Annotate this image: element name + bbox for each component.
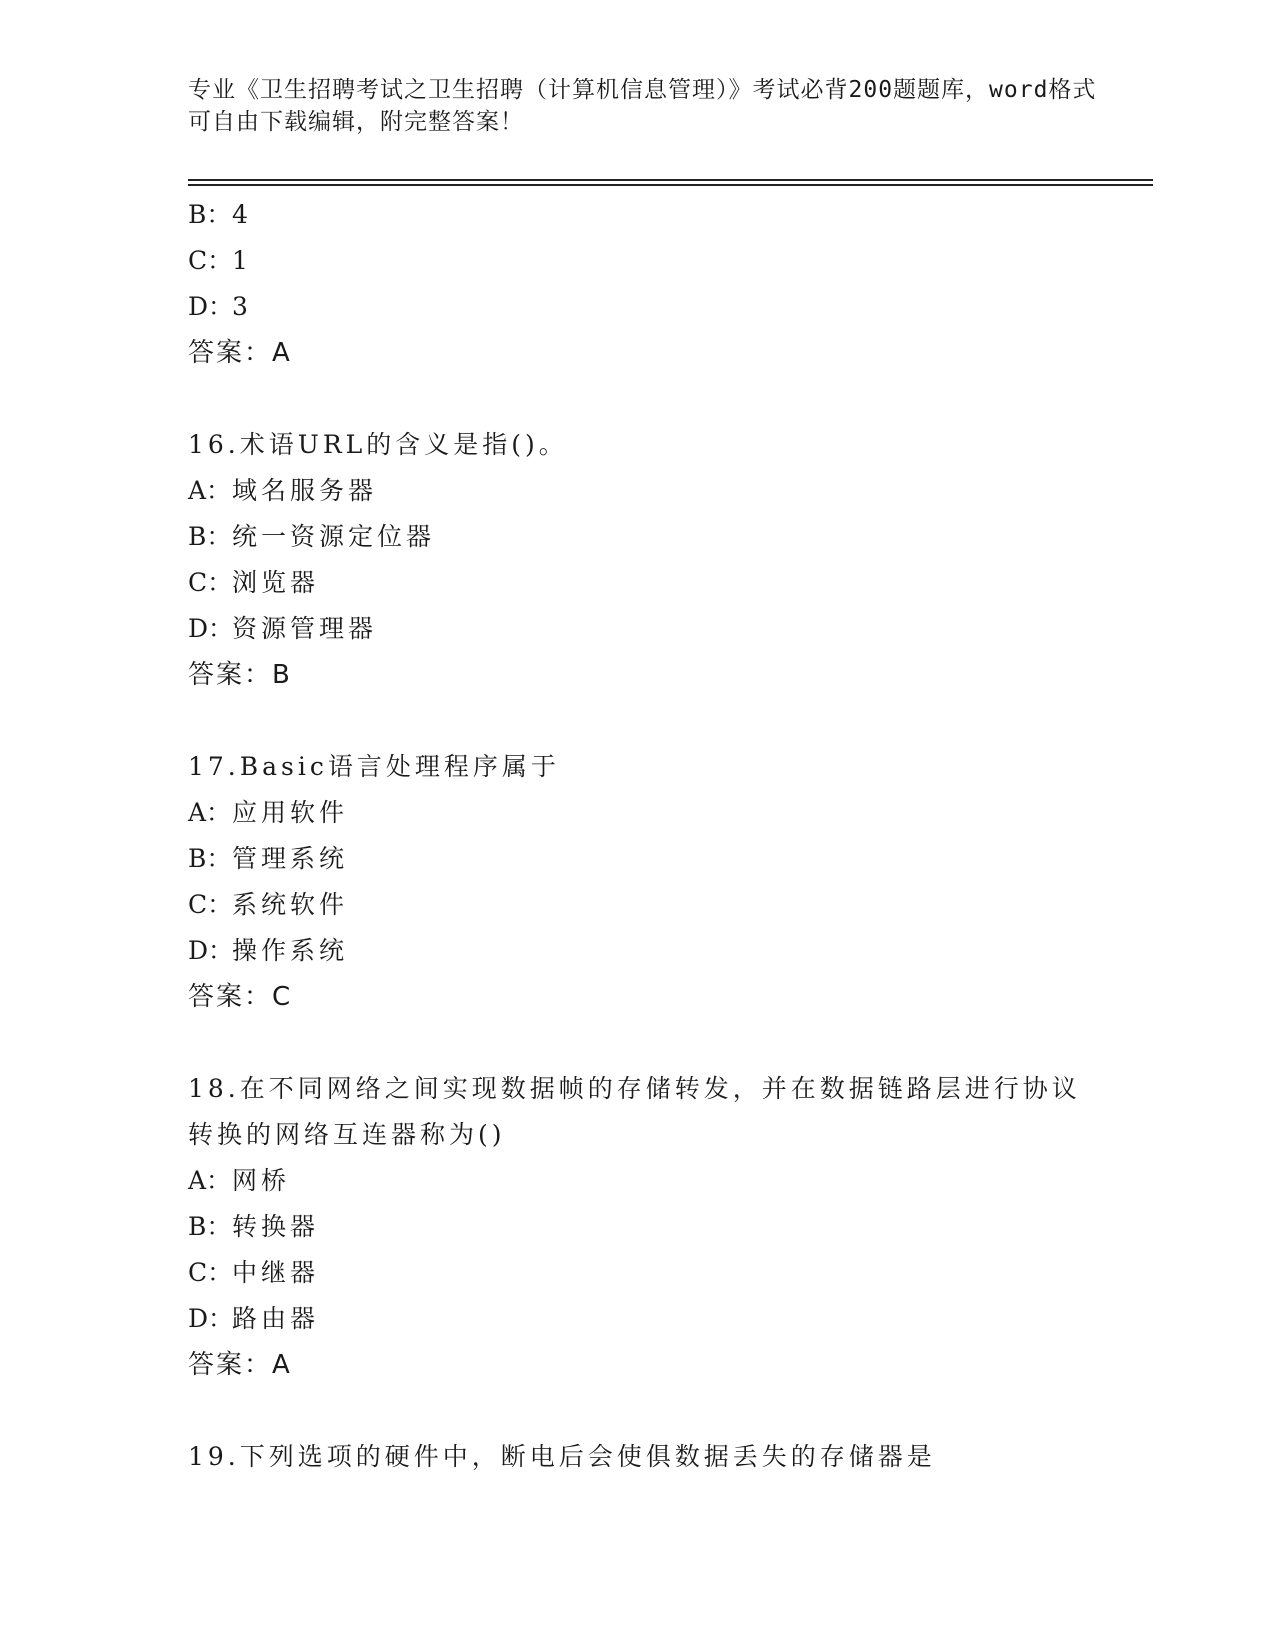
option-b: B：转换器 — [188, 1212, 320, 1241]
option-d: D：操作系统 — [188, 936, 349, 965]
header-rule-top — [188, 179, 1153, 181]
option-c: C：1 — [188, 246, 252, 275]
option-b: B：管理系统 — [188, 844, 349, 873]
question-stem: 17.Basic语言处理程序属于 — [188, 752, 560, 781]
question-stem: 16.术语URL的含义是指()。 — [188, 430, 568, 459]
option-a: A：域名服务器 — [188, 476, 378, 505]
question-stem: 19.下列选项的硬件中，断电后会使俱数据丢失的存储器是 — [188, 1442, 936, 1471]
option-a: A：网桥 — [188, 1166, 291, 1195]
question-stem: 18.在不同网络之间实现数据帧的存储转发，并在数据链路层进行协议转换的网络互连器称为() — [188, 1074, 1081, 1149]
document-body — [188, 192, 1108, 1480]
document-header: 专业《卫生招聘考试之卫生招聘（计算机信息管理）》考试必背200题题库，word格式可自由下载编辑，附完整答案！ — [188, 77, 1097, 135]
answer-line: 答案：A — [188, 338, 292, 368]
option-b: B：统一资源定位器 — [188, 522, 436, 551]
option-c: C：浏览器 — [188, 568, 320, 597]
header-rule-bottom — [188, 184, 1153, 186]
option-a: A：应用软件 — [188, 798, 349, 827]
option-d: D：资源管理器 — [188, 614, 378, 643]
option-c: C：中继器 — [188, 1258, 320, 1287]
option-d: D：3 — [188, 292, 252, 321]
answer-line: 答案：B — [188, 660, 292, 690]
option-c: C：系统软件 — [188, 890, 349, 919]
answer-line: 答案：C — [188, 982, 293, 1012]
option-b: B：4 — [188, 200, 252, 229]
answer-line: 答案：A — [188, 1350, 292, 1380]
option-d: D：路由器 — [188, 1304, 320, 1333]
